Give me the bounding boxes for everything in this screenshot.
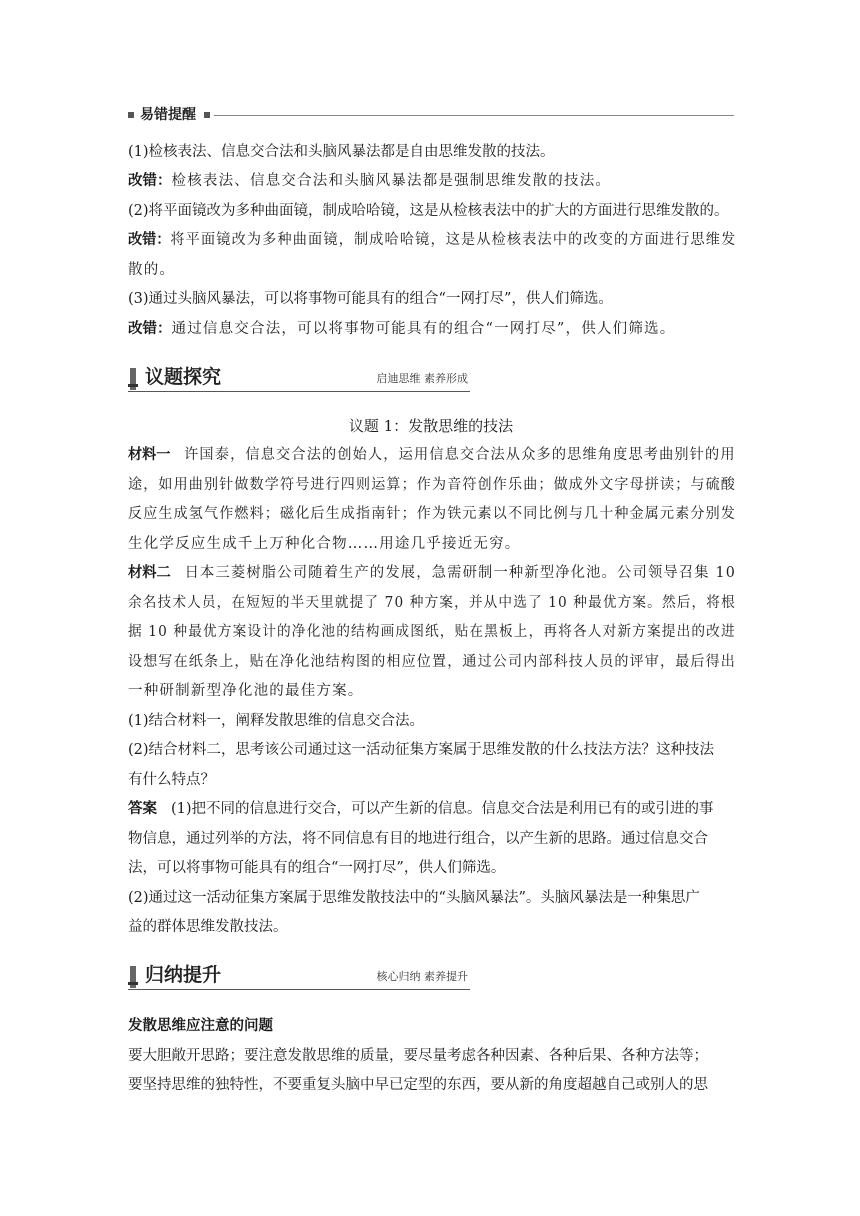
section-banner-summary bbox=[128, 962, 470, 990]
section-title: 归纳提升 bbox=[145, 964, 222, 986]
section-subtitle: 启迪思维 素养形成 bbox=[376, 372, 468, 385]
material-text: 许国泰，信息交合法的创始人，运用信息交合法从众多的思维角度思考曲别针的用 bbox=[184, 447, 736, 463]
tip-correction bbox=[128, 229, 736, 251]
correction-label: 改错： bbox=[128, 232, 171, 248]
square-bullet-icon bbox=[204, 112, 210, 118]
answer-text: (2)通过这一活动征集方案属于思维发散技法中的“头脑风暴法”。头脑风暴法是一种集思广 bbox=[128, 890, 700, 906]
tip-section-header bbox=[128, 104, 734, 126]
correction-label: 改错： bbox=[128, 321, 172, 337]
divider bbox=[128, 391, 470, 392]
material-2-label: 材料二 bbox=[128, 565, 171, 581]
square-bullet-icon bbox=[128, 112, 134, 118]
tip-correction bbox=[128, 318, 675, 340]
question: (2)结合材料二，思考该公司通过这一活动征集方案属于思维发散的什么技法方法？这种技法 bbox=[128, 742, 715, 758]
material-2-line bbox=[128, 562, 736, 584]
section-title: 议题探究 bbox=[145, 366, 222, 388]
material-text: 生化学反应生成千上万种化合物……用途几乎接近无穷。 bbox=[128, 536, 521, 552]
answer-text: (1)把不同的信息进行交合，可以产生新的信息。信息交合法是利用已有的或引进的事 bbox=[171, 801, 714, 817]
question: (1)结合材料一，阐释发散思维的信息交合法。 bbox=[128, 713, 425, 729]
correction-text: 检核表法、信息交合法和头脑风暴法都是强制思维发散的技法。 bbox=[171, 173, 612, 189]
summary-text: 要坚持思维的独特性，不要重复头脑中早已定型的东西，要从新的角度超越自己或别人的思 bbox=[128, 1077, 708, 1093]
answer-text: 法，可以将事物可能具有的组合“一网打尽”，供人们筛选。 bbox=[128, 860, 506, 876]
correction-text: 散的。 bbox=[128, 262, 176, 278]
question: 有什么特点？ bbox=[128, 772, 215, 788]
tip-section-title: 易错提醒 bbox=[140, 107, 196, 123]
answer-text: 物信息，通过列举的方法，将不同信息有目的地进行组合，以产生新的思路。通过信息交合 bbox=[128, 831, 708, 847]
tip-line: (1)检核表法、信息交合法和头脑风暴法都是自由思维发散的技法。 bbox=[128, 144, 555, 160]
topic-title: 议题 1：发散思维的技法 bbox=[348, 417, 514, 435]
tip-correction bbox=[128, 170, 611, 192]
material-text: 余名技术人员，在短短的半天里就提了 70 种方案，并从中选了 10 种最优方案。然后，将根 bbox=[128, 595, 736, 611]
correction-text: 通过信息交合法，可以将事物可能具有的组合“一网打尽”，供人们筛选。 bbox=[171, 321, 676, 337]
summary-text: 要大胆敞开思路；要注意发散思维的质量，要尽量考虑各种因素、各种后果、各种方法等； bbox=[128, 1048, 708, 1064]
answer-label: 答案 bbox=[128, 801, 157, 817]
bookmark-icon bbox=[128, 368, 138, 390]
material-text: 一种研制新型净化池的最佳方案。 bbox=[128, 683, 364, 699]
correction-label: 改错： bbox=[128, 173, 172, 189]
answer-text: 益的群体思维发散技法。 bbox=[128, 919, 288, 935]
material-text: 反应生成氢气作燃料；磁化后生成指南针；作为铁元素以不同比例与几十种金属元素分别发 bbox=[128, 506, 736, 522]
answer-line bbox=[128, 798, 714, 820]
divider bbox=[128, 989, 470, 990]
material-text: 日本三菱树脂公司随着生产的发展，急需研制一种新型净化池。公司领导召集 10 bbox=[184, 565, 736, 581]
section-subtitle: 核心归纳 素养提升 bbox=[376, 970, 468, 983]
material-text: 设想写在纸条上，贴在净化池结构图的相应位置，通过公司内部科技人员的评审，最后得出 bbox=[128, 654, 736, 670]
bookmark-icon bbox=[128, 966, 138, 988]
material-text: 途，如用曲别针做数学符号进行四则运算；作为音符创作乐曲；做成外文字母拼读；与硫酸 bbox=[128, 477, 736, 493]
tip-line: (3)通过头脑风暴法，可以将事物可能具有的组合“一网打尽”，供人们筛选。 bbox=[128, 291, 613, 307]
material-text: 据 10 种最优方案设计的净化池的结构画成图纸，贴在黑板上，再将各人对新方案提出的改进 bbox=[128, 624, 736, 640]
correction-text: 将平面镜改为多种曲面镜，制成哈哈镜，这是从检核表法中的改变的方面进行思维发 bbox=[170, 232, 737, 248]
material-1-label: 材料一 bbox=[128, 447, 171, 463]
summary-heading: 发散思维应注意的问题 bbox=[128, 1018, 273, 1034]
divider bbox=[214, 115, 734, 116]
material-1-line bbox=[128, 444, 736, 466]
tip-line: (2)将平面镜改为多种曲面镜，制成哈哈镜，这是从检核表法中的扩大的方面进行思维发散的。 bbox=[128, 203, 729, 219]
section-banner-explore bbox=[128, 364, 470, 392]
